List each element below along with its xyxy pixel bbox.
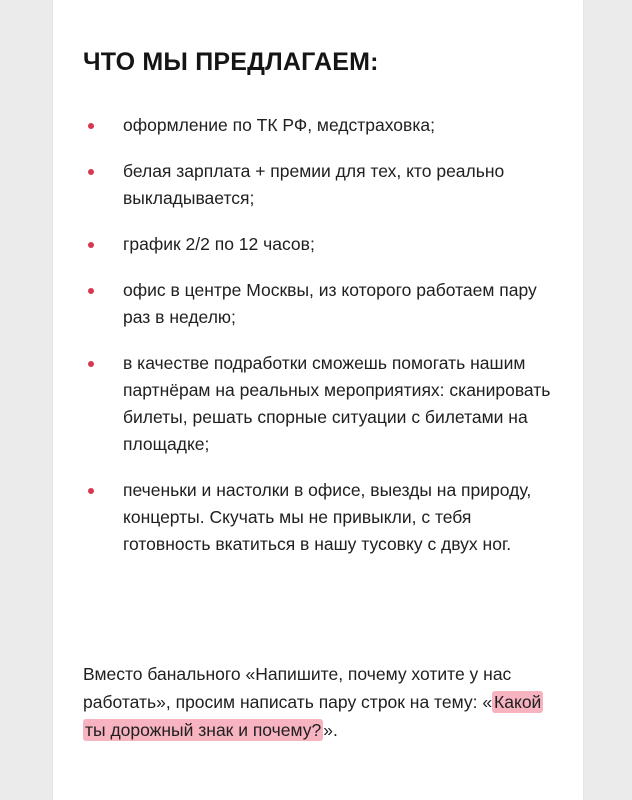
- offer-text: оформление по ТК РФ, медстраховка;: [123, 115, 435, 135]
- section-heading: ЧТО МЫ ПРЕДЛАГАЕМ:: [83, 48, 379, 76]
- offer-item: [83, 112, 563, 139]
- bullet-dot-icon: [88, 242, 94, 248]
- offer-item: [83, 477, 563, 558]
- document-page: [53, 0, 583, 800]
- offer-item: [83, 277, 563, 331]
- offer-item: [83, 231, 563, 258]
- highlighted-question: Какой ты дорожный знак и почему?: [85, 692, 542, 740]
- offer-item: [83, 350, 563, 458]
- bullet-dot-icon: [88, 361, 94, 367]
- closing-text: Вместо банального «Напишите, почему хотите у нас работать», просим написать пару строк на тему: «: [83, 664, 512, 712]
- bullet-dot-icon: [88, 488, 94, 494]
- offer-item: [83, 158, 563, 212]
- offer-text: в качестве подработки сможешь помогать нашим партнёрам на реальных мероприятиях: сканировать билеты, решать спорные ситуации с билетами на площадке;: [123, 353, 551, 454]
- bullet-dot-icon: [88, 123, 94, 129]
- closing-paragraph: [83, 660, 553, 744]
- offer-list: [83, 112, 563, 577]
- offer-text: печеньки и настолки в офисе, выезды на природу, концерты. Скучать мы не привыкли, с тебя готовность вкатиться в нашу тусовку с двух ног.: [123, 480, 532, 554]
- offer-text: график 2/2 по 12 часов;: [123, 234, 315, 254]
- bullet-dot-icon: [88, 169, 94, 175]
- bullet-dot-icon: [88, 288, 94, 294]
- offer-text: офис в центре Москвы, из которого работаем пару раз в неделю;: [123, 280, 537, 327]
- offer-text: белая зарплата + премии для тех, кто реально выкладывается;: [123, 161, 505, 208]
- closing-end: ».: [323, 720, 338, 740]
